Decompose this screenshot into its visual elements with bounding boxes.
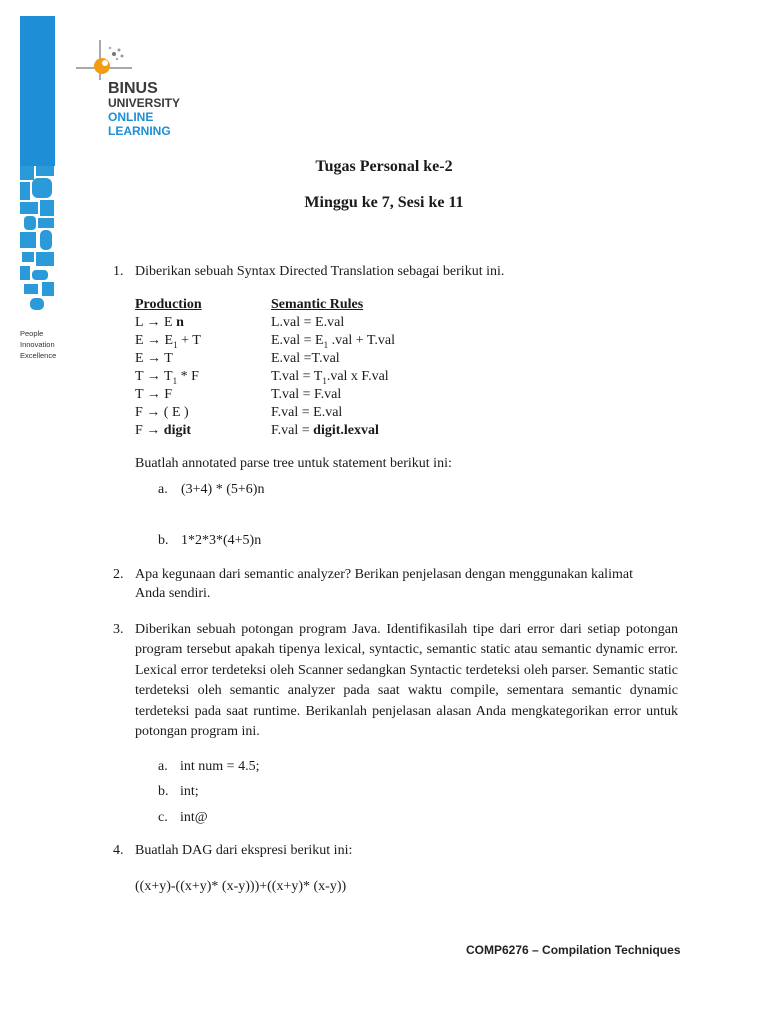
q4-expression: ((x+y)-((x+y)* (x-y)))+((x+y)* (x-y)) [135,879,347,894]
page-subtitle: Minggu ke 7, Sesi ke 11 [304,194,464,211]
production-row-5: T → F [135,387,173,402]
q1-item-b-label: b. [158,533,169,548]
q3-item-b-label: b. [158,784,169,799]
q4-number: 4. [113,843,124,858]
tagline-innovation: Innovation [20,340,55,349]
q2-line-1: Apa kegunaan dari semantic analyzer? Berikan penjelasan dengan menggunakan kalimat [135,567,633,582]
production-header: Production [135,297,202,312]
rule-row-3: E.val =T.val [271,351,340,366]
logo-line-3: ONLINE [108,110,154,124]
q2-line-2: Anda sendiri. [135,586,211,601]
tagline-people: People [20,329,44,338]
production-row-2: $E \to E_1 + T$ [135,333,201,350]
q1-text: Diberikan sebuah Syntax Directed Translation sebagai berikut ini. [135,264,505,279]
binus-logo [74,38,194,142]
q1-item-a-label: a. [158,482,168,497]
course-footer: COMP6276 – Compilation Techniques [466,943,681,957]
q4-text: Buatlah DAG dari ekspresi berikut ini: [135,843,353,858]
semantic-rules-header: Semantic Rules [271,297,364,312]
q1-number: 1. [113,264,124,279]
q3-item-a-label: a. [158,759,168,774]
rule-row-7: F.val = digit.lexval [271,423,379,438]
q3-number: 3. [113,622,124,637]
rule-row-5: T.val = F.val [271,387,342,402]
rule-row-1: L.val = E.val [271,315,345,330]
page-title: Tugas Personal ke-2 [315,158,453,175]
q3-item-c-label: c. [158,810,168,825]
logo-line-1: BINUS [108,80,158,97]
q1-item-b: 1*2*3*(4+5)n [181,533,262,548]
q3-text: Diberikan sebuah potongan program Java. Identifikasilah tipe dari error dari setiap potongan program tersebut apakah tipenya lexical, syntactic, semantic static atau semantic dynamic error. Lexical error terdeteksi oleh Scanner sedangkan Syntactic terdeteksi oleh parser. Semantic static terdeteksi oleh semantic analyzer pada saat waktu compile, sementara semantic dynamic terdeteksi pada saat runtime. Berikanlah penjelasan alasan Anda mengkategorikan error untuk potongan program ini. [135,622,678,740]
q2-number: 2. [113,567,124,582]
q3-item-c: int@ [180,810,208,825]
production-row-4: $T \to T_1 * F$ [135,369,199,386]
production-row-7: F → digit [135,423,192,438]
logo-emblem-icon [74,38,134,80]
q1-item-a: (3+4) * (5+6)n [181,482,265,497]
q3-item-a: int num = 4.5; [180,759,260,774]
logo-line-2: UNIVERSITY [108,96,181,110]
logo-line-4: LEARNING [108,124,171,138]
production-row-3: E → T [135,351,173,366]
rule-row-2: $E.val = E_1$ .val + T.val [271,333,395,350]
production-row-1: L → E n [135,315,184,330]
tagline [20,328,56,361]
production-row-6: F → ( E ) [135,405,189,420]
rule-row-6: F.val = E.val [271,405,343,420]
q1-instruction: Buatlah annotated parse tree untuk statement berikut ini: [135,456,452,471]
rule-row-4: $T.val = T_1.val$ x F.val [271,369,389,386]
q3-item-b: int; [180,784,199,799]
tagline-excellence: Excellence [20,351,57,360]
